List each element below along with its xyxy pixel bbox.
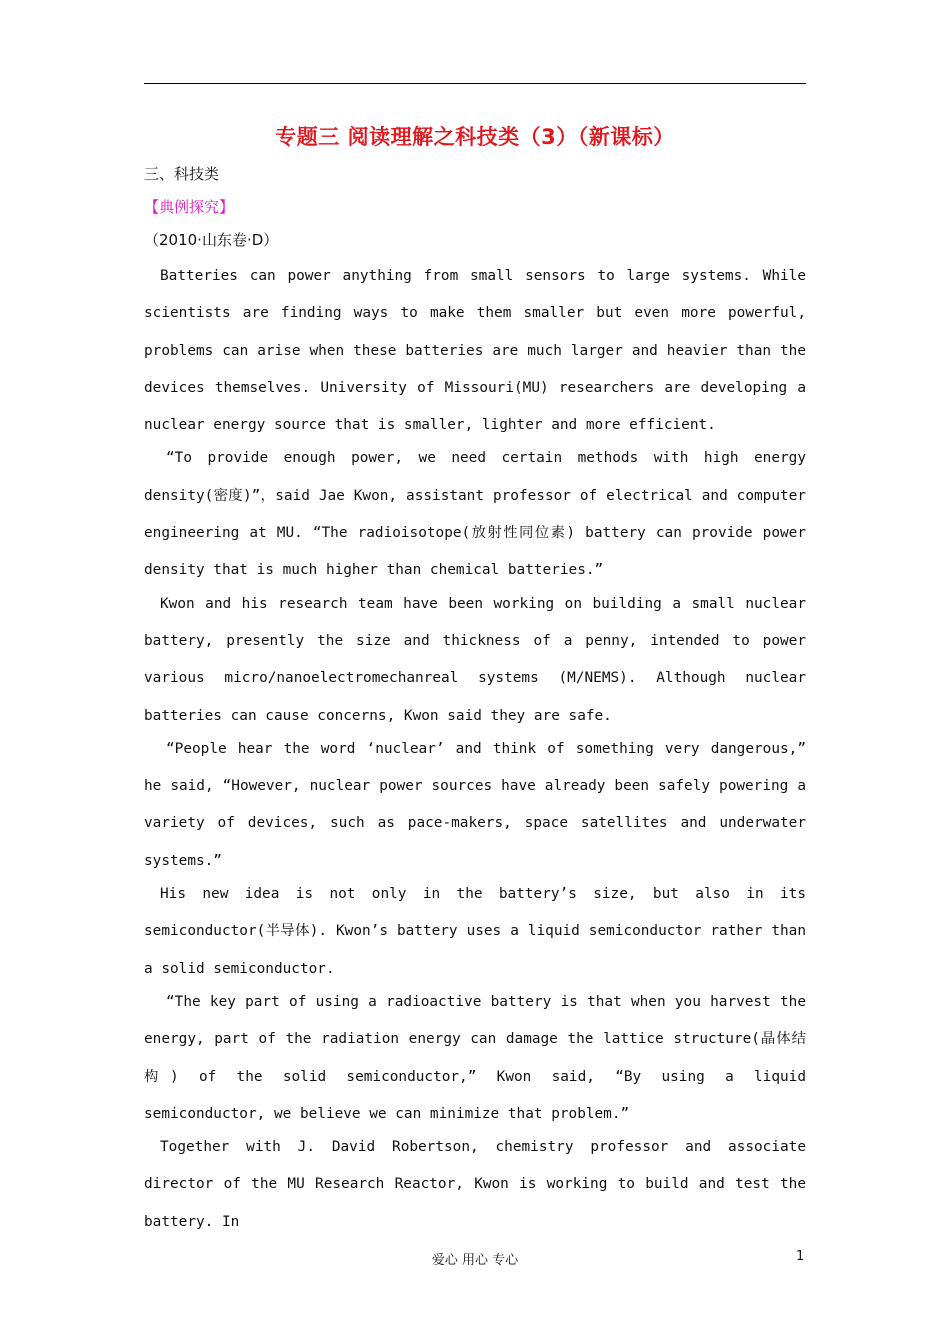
source-label: （2010·山东卷·D） [144, 231, 279, 249]
paragraph-1: Batteries can power anything from small sensors to large systems. While scientists are finding ways to make them smaller but even more powerful, problems can arise when these batteries are much larger and heavier than the devices themselves. University of Missouri(MU) researchers are developing a nuclear energy source that is smaller, lighter and more efficient. [144, 268, 806, 434]
article-body [144, 258, 806, 1237]
page-title: 专题三 阅读理解之科技类（3）（新课标） [275, 125, 675, 149]
paragraph-6: “The key part of using a radioactive battery is that when you harvest the energy, part of the radiation energy can damage the lattice structure(晶体结构) of the solid semiconductor,” Kwon said, “By using a liquid semiconductor, we believe we can minimize that problem.” [144, 993, 806, 1122]
example-tag: 【典例探究】 [144, 198, 235, 216]
section-label: 三、科技类 [144, 165, 220, 183]
footer-motto: 爱心 用心 专心 [431, 1253, 519, 1268]
paragraph-2: “To provide enough power, we need certain methods with high energy density(密度)”，said Jae Kwon, assistant professor of electrical and computer engineering at MU. “The radioisotope(放射性同位素) battery can provide power density that is much higher than chemical batteries.” [144, 450, 806, 579]
paragraph-5: His new idea is not only in the battery’s size, but also in its semiconductor(半导体). Kwon’s battery uses a liquid semiconductor rather than a solid semiconductor. [144, 886, 806, 977]
paragraph-4: “People hear the word ‘nuclear’ and think of something very dangerous,” he said, “However, nuclear power sources have already been safely powering a variety of devices, such as pace-makers, space satellites and underwater systems.” [144, 740, 806, 869]
paragraph-7: Together with J. David Robertson, chemistry professor and associate director of the MU Research Reactor, Kwon is working to build and test the battery. In [144, 1139, 806, 1230]
header-rule [144, 83, 806, 84]
page-number: 1 [796, 1249, 805, 1264]
paragraph-3: Kwon and his research team have been working on building a small nuclear battery, presently the size and thickness of a penny, intended to power various micro/nanoelectromechanreal systems (M/NEMS). Although nuclear batteries can cause concerns, Kwon said they are safe. [144, 595, 806, 724]
